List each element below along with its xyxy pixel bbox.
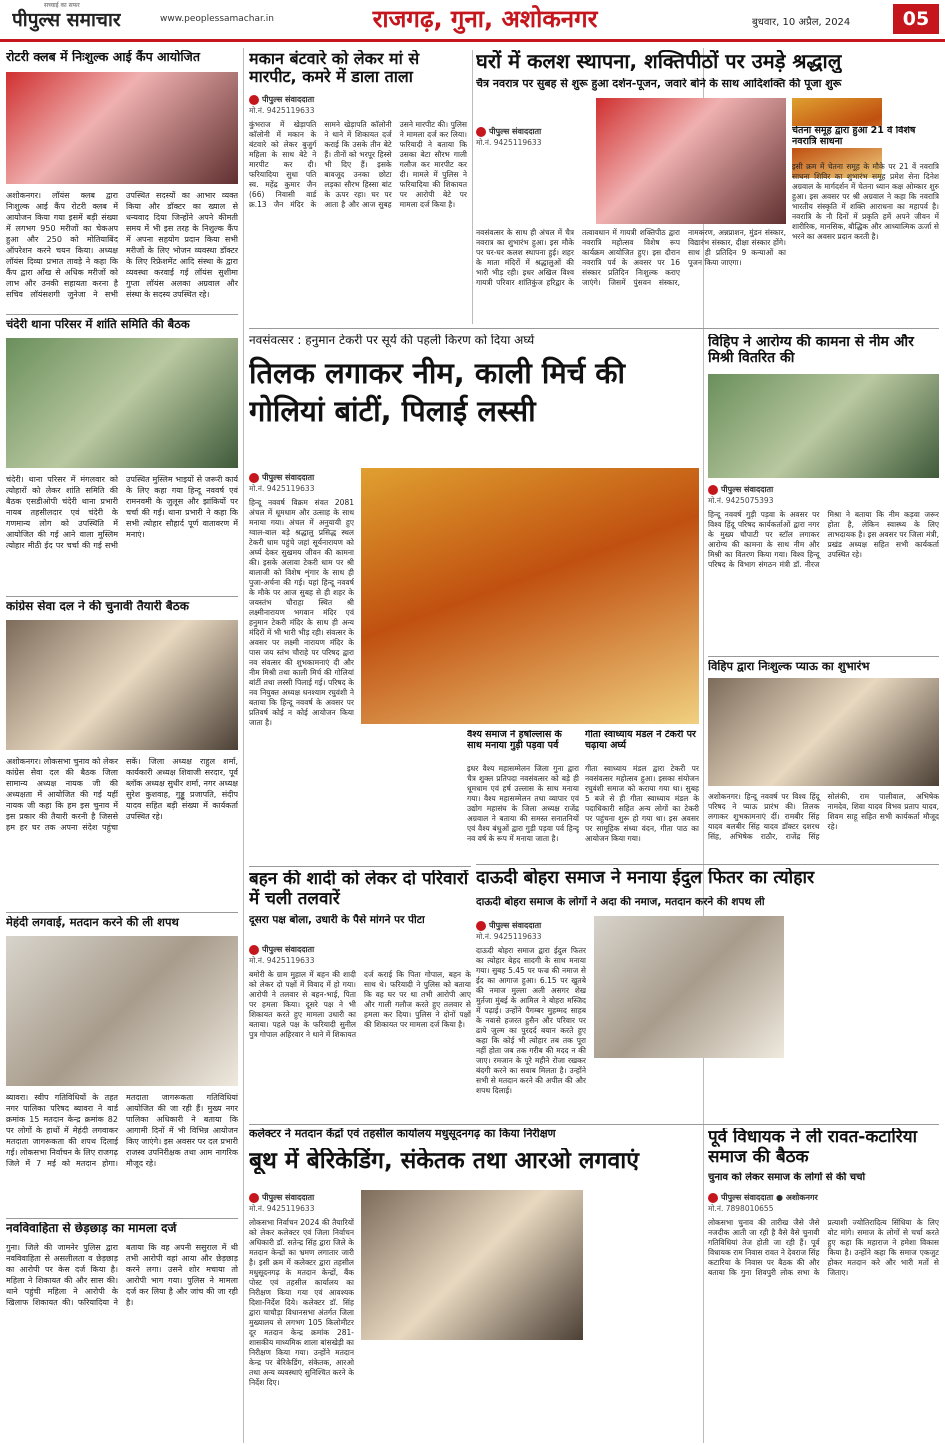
newspaper-mark-icon	[249, 95, 259, 105]
headline: चंदेरी थाना परिसर में शांति समिति की बैठक	[6, 318, 190, 331]
article-rotary	[6, 50, 238, 310]
byline: पीपुल्स संवाददाता	[249, 472, 354, 483]
byline: पीपुल्स संवाददाता ● अशोकनगर	[708, 1192, 939, 1203]
divider	[249, 866, 471, 867]
article-vhp-neem	[708, 334, 939, 654]
divider	[476, 864, 939, 865]
headline: बहन की शादी को लेकर दो परिवारों में चली तलवारें	[249, 870, 469, 909]
article-vhp-pyau	[708, 660, 939, 860]
mobile-number: मो.नं. 9425119633	[249, 484, 315, 493]
website-url[interactable]: www.peoplessamachar.in	[160, 14, 274, 24]
article-body-continued	[361, 1346, 583, 1440]
masthead	[0, 0, 945, 42]
subheadline: चैत्र नवरात्र पर सुबह से शुरू हुआ दर्शन-पूजन, जवारे बोने के साथ आदिशक्ति की पूजा शुरू	[476, 78, 842, 90]
byline: पीपुल्स संवाददाता	[249, 94, 467, 105]
mobile-number: मो.नं. 9425119633	[249, 956, 315, 965]
article-body: गुना। जिले की जामनेर पुलिस द्वारा नवविवाहिता से असलीलता व छेड़छाड़ का आरोपी पर केस दर्ज किया है। महिला ने शिकायत की और सास की। थाने पहुंची महिला ने आरोपी के खिलाफ शिकायत की। फरियादिया ने बताया कि वह अपनी ससुराल में थी तभी आरोपी वहां आया और छेड़छाड़ करने लगा। उसने शोर मचाया तो आरोपी भाग गया। पुलिस ने मामला दर्ज कर लिया है और जांच की जा रही है।	[6, 1243, 238, 1307]
article-body-right	[591, 1190, 699, 1440]
celebration-photo	[361, 468, 699, 724]
newspaper-logo: पीपुल्स समाचार	[12, 9, 121, 31]
headline: बूथ में बेरिकेडिंग, संकेतक तथा आरओ लगवाएं	[249, 1148, 639, 1174]
article-body-col1: हिन्दू नववर्ष विक्रम संवत 2081 अंचल में धूमधाम और उत्साह के साथ मनाया गया। अंचल में अनुयायी हुए ग्वाल-बाल बड़े श्रद्धालु प्रसिद्ध स्थल टेकरी धाम पहुंचे जहां सूर्यनारायण को अर्घ्य देकर सुखमय जीवन की कामना की। इसके अलावा टेकरी धाम पर श्री बालाजी को विशेष शृंगार के साथ ही पुजा-अर्चना की गई। यहां हिन्दू नववर्ष के मौके पर आज सुबह से ही शहर के जयस्तंभ चौराहा स्थित श्री लक्ष्मीनारायण भगवान मंदिर एवं हनुमान टेकरी मंदिर के साथ ही अन्य मंदिरों में भी भारी भीड़ रही। संवत्सर के अवसर पर लक्ष्मी नारायण मंदिर के पास जय स्तंभ चौराहे पर परिषद द्वारा नव संवत्सर की शुभकामनाएं दी और नीम मिश्री तथा काली मिर्च की गोलियां बांटीं तथा लस्सी पिलाई गई। परिषद के नव नियुक्त अध्यक्ष धनश्याम रघुवंशी ने बताया कि हिन्दू नववर्ष के अवसर पर प्रतिवर्ष कोई न कोई आयोजन किया जाता है।	[249, 498, 354, 727]
divider	[249, 1124, 939, 1125]
divider	[6, 1218, 238, 1219]
newspaper-mark-icon	[249, 1193, 259, 1203]
inspection-photo	[361, 1190, 583, 1340]
divider	[6, 314, 238, 315]
article-sister-wedding	[249, 870, 471, 1120]
column-divider	[472, 50, 473, 324]
article-daudi-bohra	[476, 868, 939, 1120]
article-mehndi	[6, 916, 238, 1216]
water-kiosk-photo	[708, 678, 939, 786]
article-rawat	[708, 1128, 939, 1442]
congress-meeting-photo	[6, 620, 238, 750]
kicker: कलेक्टर ने मतदान केंद्रों एवं तहसील कार्यालय मधुसूदनगढ़ का किया निरीक्षण	[249, 1128, 556, 1140]
newspaper-mark-icon	[476, 921, 486, 931]
voter-oath-photo	[6, 936, 238, 1086]
section-title: राजगढ़, गुना, अशोकनगर	[372, 5, 598, 33]
page-number: 05	[893, 4, 939, 34]
namaz-photo	[594, 916, 784, 1058]
byline: पीपुल्स संवाददाता	[708, 484, 820, 495]
byline: पीपुल्स संवाददाता	[476, 920, 586, 931]
article-body: अशोकनगर। हिन्दू नववर्ष पर विश्व हिंदू परिषद ने प्याऊ प्रारंभ की। तिलक लगाकर शुभकामनाएं दीं। रामबीर सिंह यादव बलबीर सिंह यादव डॉक्टर दशरथ सिंह, अभिषेक राठौर, राजेंद्र सिंह सोलंकी, राम पालीवाल, अभिषेक नामदेव, शिवा यादव विभव प्रताप यादव, शिवम साहू सहित सभी कार्यकर्ता मौजूद रहे।	[708, 792, 939, 841]
headline: कांग्रेस सेवा दल ने की चुनावी तैयारी बैठक	[6, 600, 189, 613]
headline: घरों में कलश स्थापना, शक्तिपीठों पर उमड़े श्रद्धालु	[476, 50, 842, 73]
kicker: नवसंवत्सर : हनुमान टेकरी पर सूर्य की पहली किरण को दिया अर्घ्य	[249, 334, 535, 347]
headline: तिलक लगाकर नीम, काली मिर्च की गोलियां बांटीं, पिलाई लस्सी	[249, 356, 626, 428]
article-body: नवसंवत्सर के साथ ही अंचल में चैत्र नवरात्र का शुभारंभ हुआ। इस मौके पर घर-घर कलश स्थापना हुई। शहर के माता मंदिरों में श्रद्धालुओं की भारी भीड़ रही। इधर अखिल विश्व गायत्री परिवार शांतिकुंज हरिद्वार के तत्वावधान में गायत्री शक्तिपीठ द्वारा नवरात्रि महोत्सव विशेष रूप कार्यक्रम आयोजित हुए। इस दौरान नवरात्रि पर्व के अवसर पर 16 संस्कार प्रतिदिन निःशुल्क कराए जाएंगे। जिसमें पुंसवन संस्कार, नामकरण, अन्नप्राशन, मुंडन संस्कार, विद्यारंभ संस्कार, दीक्षा संस्कार होंगे। साथ ही प्रतिदिन 9 कन्याओं का पूजन किया जाएगा।	[476, 228, 786, 287]
article-body: दाऊदी बोहरा समाज द्वारा ईदुल फितर का त्योहार बेहद सादगी के साथ मनाया गया। सुबह 5.45 पर फज्र की नमाज से ईद का आगाज हुआ। 6.15 पर खुतबे की नमाज मुल्ला अली असगर शेख मुर्तजा मुंबई के आमिल ने बोहरा मस्जिद में पढ़ाई। उन्होंने पैगम्बर मुहम्मद साहब के नवासे हजरत हुसैन और परिवार पर ढाये जुल्म का पुरदर्द बयान करते हुए कहा कि कोई भी त्योहार तब तक पूरा नहीं होता जब तक गरीब की मदद न की जाए। रमजान के पूरे महीने रोजा रखकर बंदगी करने का सवाब मिलता है। उन्होंने सभी से मतदान करने की अपील की और शपथ दिलाई।	[476, 946, 586, 1095]
gita-body: गीता स्वाध्याय मंडल द्वारा टेकरी पर नवसंवत्सर महोत्सव हुआ। इसका संयोजन रघुवंशी समाज को कराया गया था। सुबह 5 बजे से ही गीता स्वाध्याय मंडल के पदाधिकारी सहित अन्य लोगों का टेकरी पर पहुंचना शुरू हो गया था। इस अवसर पर सामूहिक संध्या वंदन, गीता पाठ का आयोजन किया गया।	[585, 764, 699, 843]
divider	[708, 656, 939, 657]
article-body: लोकसभा चुनाव की तारीख जैसे जैसे नजदीक आती जा रही है वैसे वैसे चुनावी गतिविधियां तेज होती जा रही हैं। पूर्व विधायक राम निवास रावत ने देवराज सिंह कटारिया के निवास पर बैठक की और बताया कि गुना शिवपुरी लोक सभा के प्रत्याशी ज्योतिरादित्य सिंधिया के लिए वोट मांगे। समाज के लोगों से चर्चा करते हुए कहा कि महाराज ने हमेशा विकास किया है। उन्होंने कहा कि समाज एकजुट होकर मतदान करे और भारी मतों से जिताए।	[708, 1218, 939, 1277]
article-body-continued	[594, 1064, 784, 1118]
headline: पूर्व विधायक ने ली रावत-कटारिया समाज की बैठक	[708, 1128, 917, 1167]
headline: मकान बंटवारे को लेकर मां से मारपीट, कमरे में डाला ताला	[249, 50, 420, 87]
mobile-number: मो.नं. 9425119633	[476, 138, 542, 147]
article-body: हिन्दू नववर्ष गुड़ी पड़वा के अवसर पर विश्व हिंदू परिषद कार्यकर्ताओं द्वारा नगर के मुख्य चौपाटी पर स्टॉल लगाकर आरोग्य की कामना के साथ नीम और मिश्री का वितरण किया गया। विश्व हिन्दू परिषद के विभाग संगठन मंत्री डॉ. नीरज मिश्रा ने बताया कि नीम कड़वा जरूर होता है, लेकिन स्वास्थ्य के लिए लाभदायक है। इस अवसर पर जिला मंत्री, प्रखंड अध्यक्ष सहित सभी कार्यकर्ता उपस्थित रहे।	[708, 510, 939, 569]
vaishya-headline: वैश्य समाज ने हर्षोल्लास के साथ मनाया गुड़ी पड़वा पर्व	[467, 730, 562, 751]
subheadline: दूसरा पक्ष बोला, उधारी के पैसे मांगने पर पीटा	[249, 914, 425, 926]
edition-date: बुधवार, 10 अप्रैल, 2024	[752, 17, 851, 28]
navratri-temple-photo	[596, 98, 786, 224]
article-newly-wed	[6, 1222, 238, 1442]
byline: पीपुल्स संवाददाता	[476, 126, 586, 137]
divider	[6, 596, 238, 597]
article-body: बमोरी के ग्राम मुहाल में बहन की शादी को लेकर दो पक्षों में विवाद में हो गया। आरोपी ने तलवार से बहन-भाई, पिता पर हमला किया। दूसरे पक्ष ने भी शिकायत करते हुए मामला उधारी का बताया। पहले पक्ष के फरियादी सुनील पुत्र गोपाल अहिरवार ने थाने में शिकायत दर्ज कराई कि पिता गोपाल, बहन के साथ थे। फरियादी ने पुलिस को बताया कि वह घर पर था तभी आरोपी आए और गाली गलौज करते हुए तलवार से हमला कर दिया। पुलिस ने दोनों पक्षों की शिकायत पर मामला दर्ज किया है।	[249, 970, 471, 1039]
newspaper-mark-icon	[249, 473, 259, 483]
divider	[6, 912, 238, 913]
newspaper-mark-icon	[249, 945, 259, 955]
article-body: चंदेरी। थाना परिसर में मंगलवार को त्योहारों को लेकर शांति समिति की बैठक एसडीओपी चंदेरी थाना प्रभारी नायब तहसीलदार एवं चंदेरी के गणमान्य लोग को उपस्थिति में आयोजित की गई आने वाला मुस्लिम त्योहार मीठी ईद पर चर्चा की गई सभी उपस्थित मुस्लिम भाइयों से जरूरी कार्य के लिए कहा गया हिन्दू नववर्ष एवं रामनवमी के जुलूस और झांकियों पर चर्चा की गई। थाना प्रभारी ने कहा कि सभी त्योहार सौहार्द पूर्ण वातावरण में मनाएं।	[6, 475, 238, 550]
article-chanderi	[6, 318, 238, 594]
article-body: कुंभराज में खेड़ापति कॉलोनी में मकान के बंटवारे को लेकर बुजुर्ग महिला के साथ बेटे ने मारपीट कर दी। फरियादिया सुधा पति स्व. महेंद्र कुमार जैन (66) निवासी वार्ड क्र.13 जैन मंदिर के सामने खेड़ापति कॉलोनी ने थाने में शिकायत दर्ज कराई कि उसके तीन बेटे हैं। तीनों को भरपूर हिस्से भी दिए हैं। इसके बावजूद उनका छोटा लड़का सौरभ हिस्सा बांट के ऊपर रहा। घर पर आता है और आज सुबह उसने मारपीट की। पुलिस ने मामला दर्ज कर लिया। फरियादी ने बताया कि उसका बेटा सौरभ गाली गलौज कर मारपीट कर दी। मामले में पुलिस ने फरियादिया की शिकायत पर आरोपी बेटे पर मामला दर्ज किया है।	[249, 120, 467, 209]
eye-camp-photo	[6, 72, 238, 184]
article-body: अशोकनगर। लॉयंस क्लब द्वारा निःशुल्क आई कैंप रोटरी क्लब में आयोजन किया गया इसमें बड़ी संख्या में लगभग 950 मरीजों का चेकअप हुआ और 250 को मोतियाबिंद ऑपरेशन करने चयन किया। अध्यक्ष लॉयंस दिव्या प्रभात तावड़े ने कहा कि कैंप द्वारा आँख से अधिक मरीजों को लाभ और उनकी सहायता करना है सचिव लॉयंसशगी जुनेजा ने सभी उपस्थित सदस्यों का आभार व्यक्त किया और डॉक्टर का ख्याल से धन्यवाद दिया जिन्होंने अपने कीमती समय में भी इस तरह के निशुल्क कैंप में अपना सहयोग प्रदान किया सभी मरीजों के लिए भोजन व्यवस्था डॉक्टर के लिए रिफ्रेशमेंट आदि संस्था के द्वारा व्यवस्था करवाई गई लॉयंस सुशीमा गुप्ता लॉयंस अलका अग्रवाल और संस्था के सदस्य उपस्थित रहे।	[6, 191, 238, 299]
headline: नवविवाहिता से छेड़छाड़ का मामला दर्ज	[6, 1222, 177, 1235]
article-body: लोकसभा निर्वाचन 2024 की तैयारियों को लेकर कलेक्टर एवं जिला निर्वाचन अधिकारी डॉ. सतेन्द्र सिंह द्वारा जिले के मतदान केन्द्रों का भ्रमण लगातार जारी है। इसी क्रम में कलेक्टर द्वारा तहसील मधुसूदनगढ़ के मतदान केन्द्रों, बैंक पोस्ट एवं तहसील कार्यालय का निरीक्षण किया गया एवं आवश्यक दिशा-निर्देश दिये। कलेक्टर डॉ. सिंह द्वारा चाचौड़ा विधानसभा अंतर्गत जिला मुख्यालय से लगभग 105 किलोमीटर दूर मतदान केन्द्र क्रमांक 281-शासकीय माध्यमिक शाला बांसखेड़ी का निरीक्षण किया गया। उन्होंने मतदान केन्द्र पर बेरिकेडिंग, संकेतक, आरओ तथा अन्य व्यवस्थाएं सुनिश्चित करने के निर्देश दिए।	[249, 1218, 354, 1387]
mobile-number: मो.नं. 9425119633	[476, 932, 542, 941]
mobile-number: मो.नं. 7898010655	[708, 1204, 774, 1213]
headline: विहिप ने आरोग्य की कामना से नीम और मिश्री वितरित की	[708, 334, 914, 367]
headline: दाऊदी बोहरा समाज ने मनाया ईदुल फितर का त्योहार	[476, 868, 815, 888]
byline: पीपुल्स संवाददाता	[249, 944, 471, 955]
headline: विहिप द्वारा निःशुल्क प्याऊ का शुभारंभ	[708, 660, 870, 673]
newspaper-mark-icon	[708, 1193, 718, 1203]
side-body: इसी क्रम में चेतना समूह के मौके पर 21 वें नवरात्रि साधना शिविर का शुभारंभ समूह प्रमेश सेना दिनेश अग्रवाल के मार्गदर्शन में चेतना ध्यान कक्ष ओम्कार शुरु हुआ। इस अवसर पर श्री अग्रवाल ने कहा कि नवरात्रि भारतीय संस्कृति में शक्ति आराधना का महापर्व है। नवरात्रि के नौ दिनों में प्रकृति हमें अपने जीवन में शारीरिक, मानसिक, बौद्धिक और आध्यात्मिक ऊर्जा से भरने का अवसर प्रदान करती है।	[792, 162, 939, 241]
divider	[249, 328, 939, 329]
mobile-number: मो.नं. 9425119633	[249, 106, 315, 115]
vhp-distribution-photo	[708, 374, 939, 478]
mobile-number: मो.नं. 9425075393	[708, 496, 774, 505]
article-congress	[6, 600, 238, 910]
headline: मेहंदी लगवाई, मतदान करने की ली शपथ	[6, 916, 179, 929]
subheadline: दाऊदी बोहरा समाज के लोगों ने अदा की नमाज, मतदान करने की शपथ ली	[476, 896, 765, 908]
byline: पीपुल्स संवाददाता	[249, 1192, 354, 1203]
vaishya-body: इधर वैश्य महासम्मेलन जिला गुना द्वारा चैत्र शुक्ल प्रतिपदा नवसंवत्सर को बड़े ही धूमधाम एवं हर्ष उल्लास के साथ मनाया गया। वैश्य महासम्मेलन तथा व्यापार एवं उद्योग महासंघ के जिला अध्यक्ष राजेंद्र अग्रवाल ने बताया की समस्त सनातनियों एवं वैश्य बंधुओं द्वारा गुड़ी पड़वा पर्व हिन्दू नव वर्ष के रूप में मनाया जाता है।	[467, 764, 579, 843]
article-body: ब्यावरा। स्वीप गतिविधियों के तहत नगर पालिका परिषद ब्यावरा ने वार्ड क्रमांक 15 मतदान केन्द्र क्रमांक 82 पर लोगों के हाथों में मेहंदी लगवाकर मतदाता जागरूकता की शपथ दिलाई गई। लोकसभा निर्वाचन के लिए राजगढ़ जिले में 7 मई को मतदान होगा। मतदाता जागरूकता गतिविधियां आयोजित की जा रही हैं। मुख्य नगर पालिका अधिकारी ने बताया कि आगामी दिनों में भी विभिन्न आयोजन किए जाएंगे। इस अवसर पर दल प्रभारी राजस्व उपनिरीक्षक तथा आम नागरिक मौजूद रहे।	[6, 1093, 238, 1168]
gita-headline: गीता स्वाध्याय मंडल ने टेकरी पर चढ़ाया अर्घ्य	[585, 730, 696, 751]
article-house-division	[249, 50, 467, 324]
side-headline: चेतना समूह द्वारा हुआ 21 वें विशेष नवरात्रि साधना	[792, 126, 939, 148]
article-body: अशोकनगर। लोकसभा चुनाव को लेकर कांग्रेस सेवा दल की बैठक जिला सामान्य अध्यक्ष नायक जी की अध्यक्षता में आयोजित की गई यहीं नायक जी कहा कि हम इस चुनाव में इस प्रकार की तैयारी करनी है जिससे हम हर घर तक अपना संदेश पहुंचा सकें। जिला अध्यक्ष राहुल शर्मा, कार्यकारी अध्यक्ष शिवाजी सरदार, पूर्व ब्लॉक अध्यक्ष सुधीर शर्मा, नगर अध्यक्ष सुरेश कुशवाह, गुड्डू प्रजापति, संदीप यादव सहित बड़ी संख्या में कार्यकर्ता उपस्थित रहे।	[6, 757, 238, 832]
column-divider	[243, 48, 244, 1443]
subheadline: चुनाव को लेकर समाज के लोगों से की चर्चा	[708, 1172, 866, 1183]
article-body-right	[792, 916, 939, 1118]
article-kalash	[476, 50, 939, 324]
newspaper-mark-icon	[476, 127, 486, 137]
headline: रोटरी क्लब में निःशुल्क आई कैंप आयोजित	[6, 50, 200, 64]
article-collector	[249, 1128, 699, 1442]
meeting-photo	[6, 338, 238, 468]
newspaper-mark-icon	[708, 485, 718, 495]
logo-tagline: सच्चाई का सफर	[44, 2, 80, 9]
mobile-number: मो.नं. 9425119633	[249, 1204, 315, 1213]
